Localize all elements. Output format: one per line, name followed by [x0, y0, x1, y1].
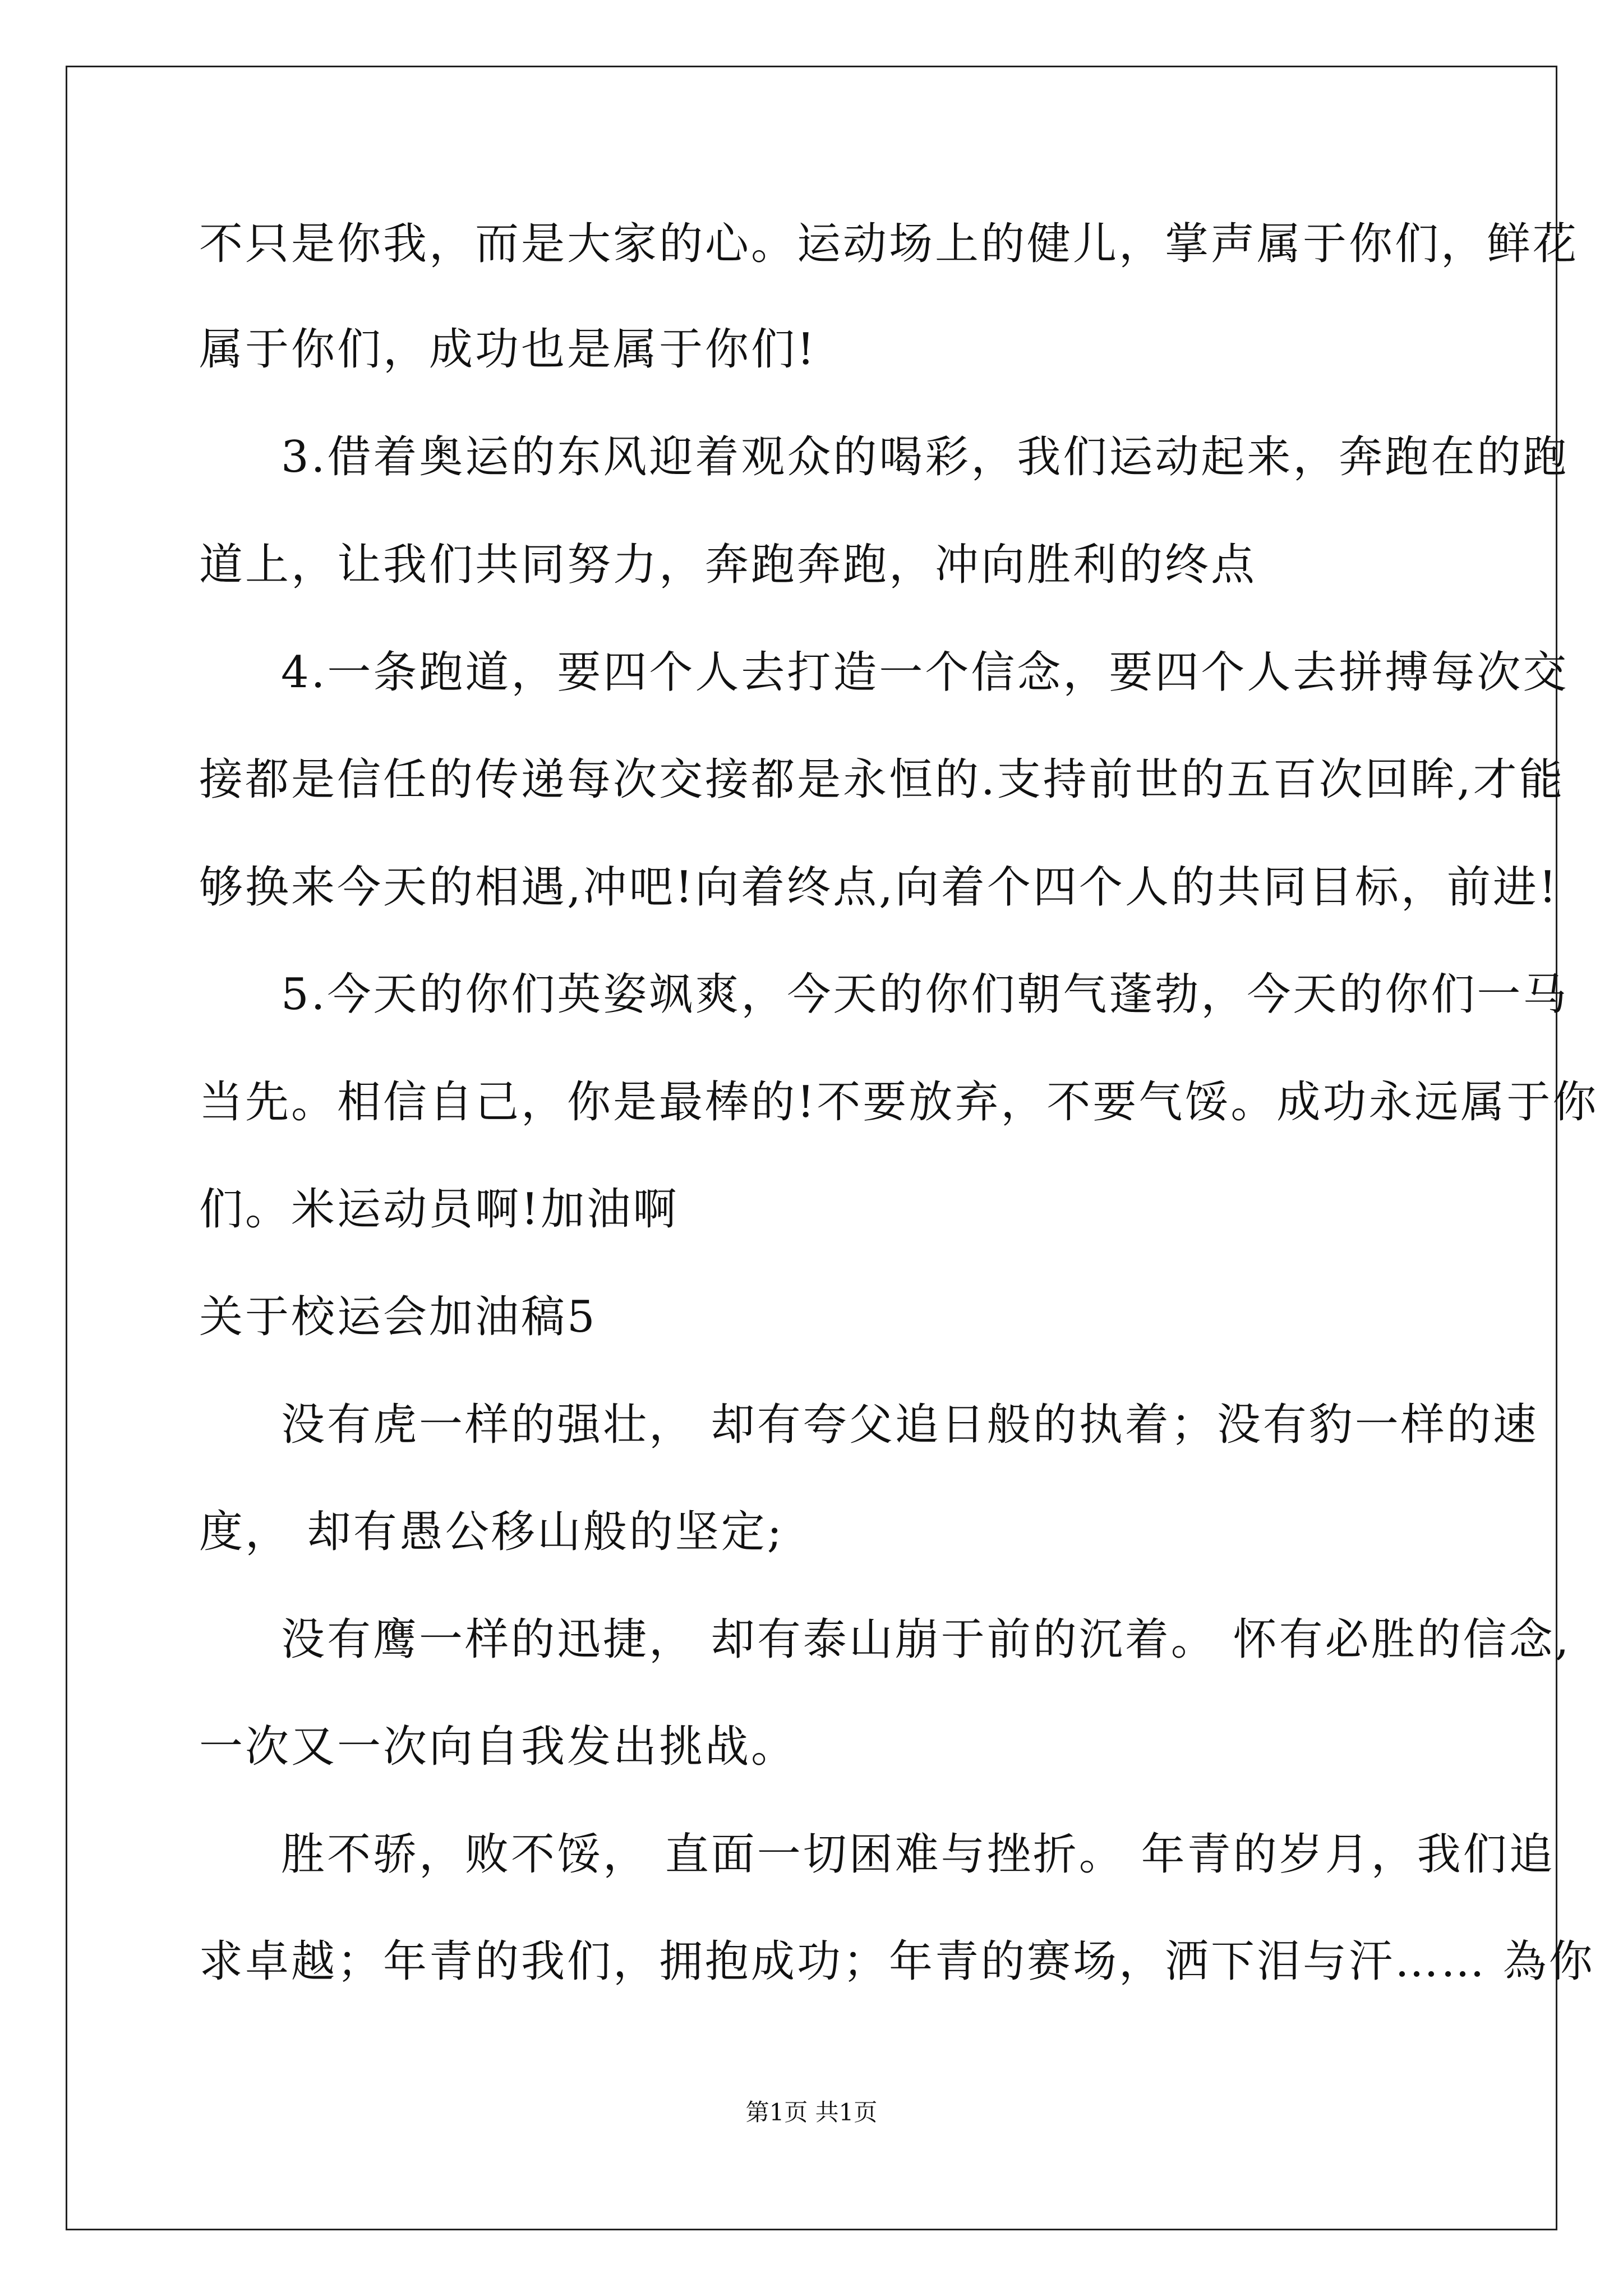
- text-line: 接都是信任的传递每次交接都是永恒的.支持前世的五百次回眸,才能: [199, 754, 1565, 805]
- text-line: 胜不骄，败不馁， 直面一切困难与挫折。 年青的岁月，我们追: [281, 1829, 1555, 1880]
- text-line: 一次又一次向自我发出挑战。: [199, 1722, 797, 1772]
- page-frame: [66, 66, 1557, 2230]
- text-line: 没有鹰一样的迅捷， 却有泰山崩于前的沉着。 怀有必胜的信念,: [281, 1614, 1571, 1665]
- page-footer: 第1页 共1页: [745, 2099, 878, 2126]
- text-line: 4.一条跑道，要四个人去打造一个信念，要四个人去拼搏每次交: [281, 647, 1569, 698]
- text-line: 当先。相信自己，你是最棒的!不要放弃，不要气馁。成功永远属于你: [199, 1077, 1599, 1128]
- text-line: 3.借着奥运的东风迎着观众的喝彩，我们运动起来，奔跑在的跑: [281, 432, 1569, 482]
- text-line: 们。米运动员啊!加油啊: [199, 1184, 679, 1235]
- text-line: 道上，让我们共同努力，奔跑奔跑，冲向胜利的终点: [199, 540, 1257, 590]
- text-line: 够换来今天的相遇,冲吧!向着终点,向着个四个人的共同目标，前进!: [199, 862, 1559, 913]
- text-line: 求卓越；年青的我们，拥抱成功；年青的赛场，洒下泪与汗…… 為你: [199, 1936, 1595, 1987]
- text-line: 5.今天的你们英姿飒爽，今天的你们朝气蓬勃，今天的你们一马: [281, 969, 1569, 1020]
- text-line: 度， 却有愚公移山般的坚定;: [199, 1507, 785, 1557]
- section-heading: 关于校运会加油稿5: [199, 1292, 597, 1342]
- text-line: 属于你们，成功也是属于你们!: [199, 324, 817, 375]
- text-line: 不只是你我，而是大家的心。运动场上的健儿，掌声属于你们，鲜花: [199, 219, 1579, 269]
- text-line: 没有虎一样的强壮， 却有夸父追日般的执着；没有豹一样的速: [281, 1400, 1539, 1450]
